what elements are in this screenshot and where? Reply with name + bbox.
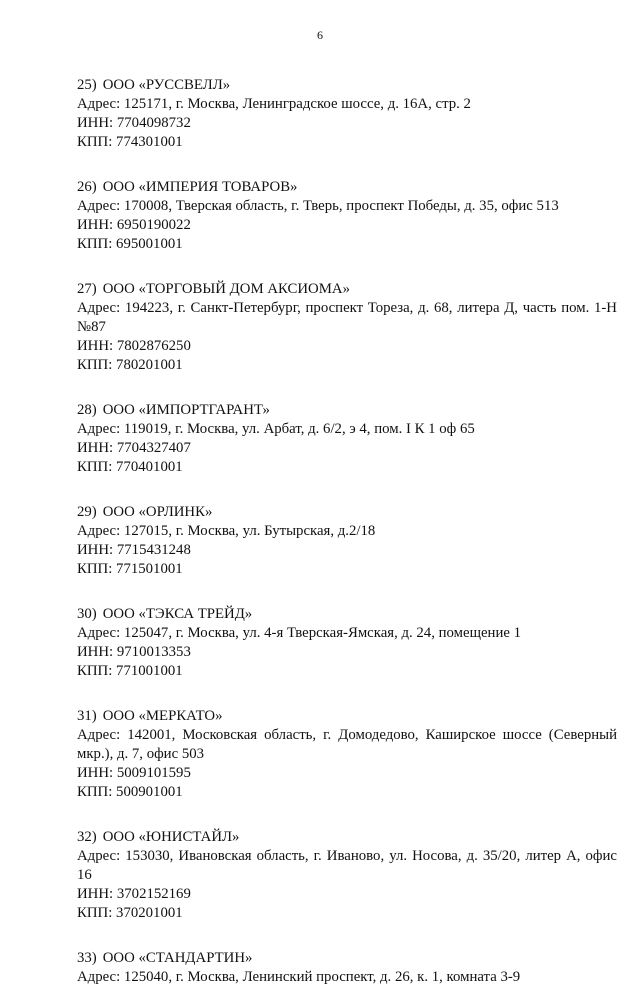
- entity-name: ООО «ТОРГОВЫЙ ДОМ АКСИОМА»: [102, 281, 350, 297]
- entity-name: ООО «ИМПОРТГАРАНТ»: [102, 402, 270, 418]
- entity-title: [77, 76, 617, 95]
- entity-number: 26): [77, 179, 97, 195]
- entity-list: [77, 76, 617, 987]
- entity-address: Адрес: 119019, г. Москва, ул. Арбат, д. 6/2, э 4, пом. I К 1 оф 65: [77, 421, 475, 437]
- page-number: 6: [317, 28, 323, 42]
- entity-kpp: КПП: 695001001: [77, 236, 183, 252]
- entity-name: ООО «РУССВЕЛЛ»: [102, 77, 231, 93]
- entity-address: Адрес: 153030, Ивановская область, г. Иваново, ул. Носова, д. 35/20, литер А, офис 16: [77, 848, 617, 883]
- entity-address: Адрес: 170008, Тверская область, г. Тверь, проспект Победы, д. 35, офис 513: [77, 198, 559, 214]
- entity-inn: ИНН: 7704098732: [77, 115, 191, 131]
- entity-address: Адрес: 125040, г. Москва, Ленинский проспект, д. 26, к. 1, комната 3-9: [77, 969, 521, 985]
- list-item: [77, 178, 617, 254]
- entity-inn: ИНН: 3702152169: [77, 886, 191, 902]
- entity-inn: ИНН: 6950190022: [77, 217, 191, 233]
- entity-address: Адрес: 125047, г. Москва, ул. 4-я Тверская-Ямская, д. 24, помещение 1: [77, 625, 522, 641]
- entity-address: Адрес: 127015, г. Москва, ул. Бутырская, д.2/18: [77, 523, 376, 539]
- list-item: [77, 401, 617, 477]
- list-item: [77, 280, 617, 375]
- entity-number: 25): [77, 77, 97, 93]
- entity-number: 27): [77, 281, 97, 297]
- entity-kpp: КПП: 771001001: [77, 663, 183, 679]
- entity-title: [77, 707, 617, 726]
- entity-name: ООО «МЕРКАТО»: [102, 708, 223, 724]
- entity-title: [77, 280, 617, 299]
- entity-name: ООО «ИМПЕРИЯ ТОВАРОВ»: [102, 179, 298, 195]
- list-item: [77, 707, 617, 802]
- entity-title: [77, 828, 617, 847]
- entity-title: [77, 605, 617, 624]
- entity-name: ООО «ЮНИСТАЙЛ»: [102, 829, 240, 845]
- entity-number: 33): [77, 950, 97, 966]
- entity-name: ООО «СТАНДАРТИН»: [102, 950, 253, 966]
- entity-inn: ИНН: 5009101595: [77, 765, 191, 781]
- entity-kpp: КПП: 780201001: [77, 357, 183, 373]
- entity-kpp: КПП: 370201001: [77, 905, 183, 921]
- entity-inn: ИНН: 7802876250: [77, 338, 191, 354]
- list-item: [77, 503, 617, 579]
- entity-title: [77, 503, 617, 522]
- list-item: [77, 949, 617, 987]
- entity-kpp: КПП: 771501001: [77, 561, 183, 577]
- entity-title: [77, 178, 617, 197]
- entity-number: 28): [77, 402, 97, 418]
- entity-kpp: КПП: 770401001: [77, 459, 183, 475]
- entity-address: Адрес: 125171, г. Москва, Ленинградское шоссе, д. 16А, стр. 2: [77, 96, 471, 112]
- entity-kpp: КПП: 774301001: [77, 134, 183, 150]
- list-item: [77, 76, 617, 152]
- entity-number: 29): [77, 504, 97, 520]
- entity-inn: ИНН: 9710013353: [77, 644, 191, 660]
- entity-number: 31): [77, 708, 97, 724]
- entity-title: [77, 949, 617, 968]
- entity-kpp: КПП: 500901001: [77, 784, 183, 800]
- entity-inn: ИНН: 7704327407: [77, 440, 191, 456]
- entity-number: 32): [77, 829, 97, 845]
- entity-title: [77, 401, 617, 420]
- entity-name: ООО «ОРЛИНК»: [102, 504, 213, 520]
- list-item: [77, 828, 617, 923]
- entity-inn: ИНН: 7715431248: [77, 542, 191, 558]
- entity-name: ООО «ТЭКСА ТРЕЙД»: [102, 606, 253, 622]
- entity-address: Адрес: 142001, Московская область, г. Домодедово, Каширское шоссе (Северный мкр.), д. 7, офис 503: [77, 727, 617, 762]
- list-item: [77, 605, 617, 681]
- entity-number: 30): [77, 606, 97, 622]
- entity-address: Адрес: 194223, г. Санкт-Петербург, проспект Тореза, д. 68, литера Д, часть пом. 1-Н №87: [77, 300, 617, 335]
